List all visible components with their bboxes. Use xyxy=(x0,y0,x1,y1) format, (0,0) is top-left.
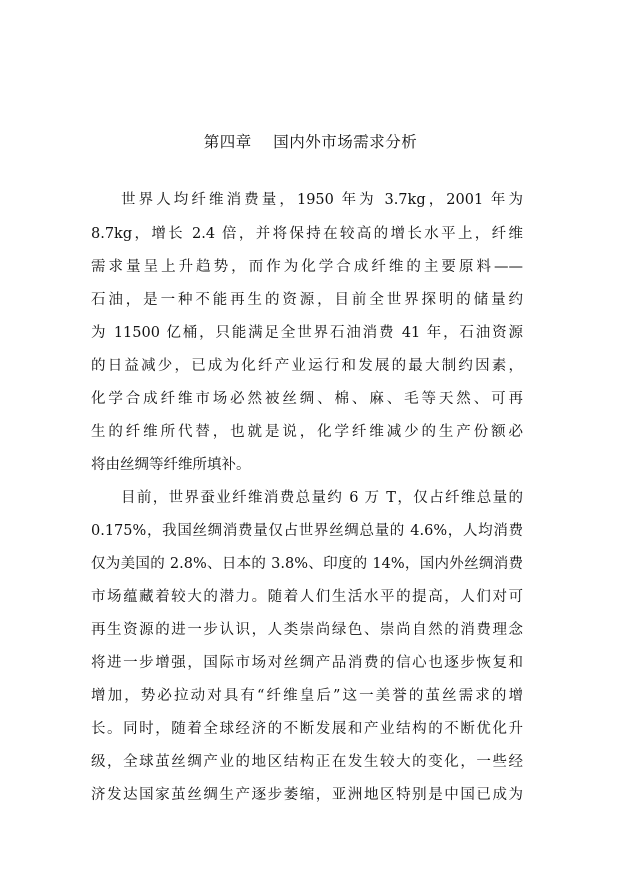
paragraph-1-line-8: 生的纤维所代替，也就是说，化学纤维减少的生产份额必 xyxy=(91,424,523,440)
paragraph-1-line-2: 8.7kg，增长 2.4 倍，并将保持在较高的增长水平上，纤维 xyxy=(91,226,523,242)
paragraph-2-line-2: 0.175%，我国丝绸消费量仅占世界丝绸总量的 4.6%，人均消费 xyxy=(91,523,523,539)
paragraph-2-line-10: 济发达国家茧丝绸生产逐步萎缩，亚洲地区特别是中国已成为 xyxy=(91,787,523,803)
chapter-title: 第四章 国内外市场需求分析 xyxy=(203,133,418,151)
paragraph-1-line-4: 石油，是一种不能再生的资源，目前全世界探明的储量约 xyxy=(91,292,523,308)
paragraph-1-line-5: 为 11500 亿桶，只能满足全世界石油消费 41 年，石油资源 xyxy=(91,325,523,341)
paragraph-2-line-3: 仅为美国的 2.8%、日本的 3.8%、印度的 14%，国内外丝绸消费 xyxy=(91,556,523,572)
paragraph-2-line-5: 再生资源的进一步认识，人类崇尚绿色、崇尚自然的消费理念 xyxy=(91,622,523,638)
paragraph-1-line-7: 化学合成纤维市场必然被丝绸、棉、麻、毛等天然、可再 xyxy=(91,391,523,407)
paragraph-2-line-6: 将进一步增强，国际市场对丝绸产品消费的信心也逐步恢复和 xyxy=(91,655,523,671)
paragraph-2-line-7: 增加，势必拉动对具有“纤维皇后”这一美誉的茧丝需求的增 xyxy=(91,688,523,704)
paragraph-1-line-3: 需求量呈上升趋势，而作为化学合成纤维的主要原料—— xyxy=(91,259,523,275)
paragraph-2-line-8: 长。同时，随着全球经济的不断发展和产业结构的不断优化升 xyxy=(91,721,523,737)
paragraph-1-line-1: 世界人均纤维消费量，1950 年为 3.7kg，2001 年为 xyxy=(121,192,523,208)
paragraph-2-line-4: 市场蕴藏着较大的潜力。随着人们生活水平的提高，人们对可 xyxy=(91,589,523,605)
paragraph-2-line-9: 级，全球茧丝绸产业的地区结构正在发生较大的变化，一些经 xyxy=(91,754,523,770)
paragraph-2-line-1: 目前，世界蚕业纤维消费总量约 6 万 T，仅占纤维总量的 xyxy=(121,490,523,506)
paragraph-1-line-6: 的日益减少，已成为化纤产业运行和发展的最大制约因素， xyxy=(91,358,523,374)
paragraph-1-line-9: 将由丝绸等纤维所填补。 xyxy=(91,457,251,473)
